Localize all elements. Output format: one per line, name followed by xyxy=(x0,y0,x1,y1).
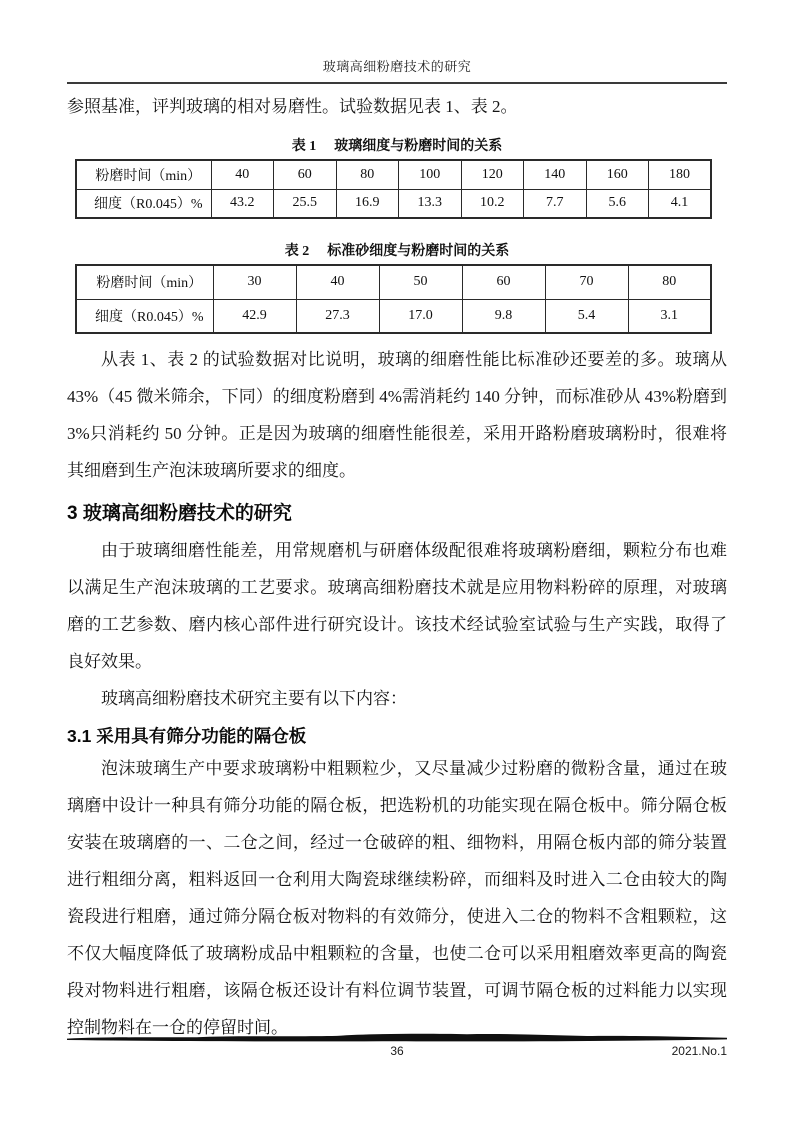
table2-time-cell: 60 xyxy=(462,265,545,299)
intro-paragraph: 参照基准，评判玻璃的相对易磨性。试验数据见表 1、表 2。 xyxy=(67,97,518,116)
table1-row1-header: 粉磨时间（min） xyxy=(76,160,211,189)
page-number: 36 xyxy=(390,1044,404,1058)
footer-decorative-rule xyxy=(67,1031,727,1043)
table2-fineness-cell: 5.4 xyxy=(545,299,628,333)
table1-fineness-cell: 43.2 xyxy=(211,189,274,218)
footer-text-row xyxy=(67,1043,727,1061)
table1-fineness-cell: 16.9 xyxy=(336,189,399,218)
table2-caption-label: 表 2 xyxy=(284,244,310,259)
table2-fineness-cell: 3.1 xyxy=(628,299,711,333)
table2-caption xyxy=(67,240,727,260)
table1-fineness-cell: 5.6 xyxy=(586,189,649,218)
table2-fineness-cell: 17.0 xyxy=(379,299,462,333)
table-row xyxy=(76,160,711,189)
table2-time-cell: 70 xyxy=(545,265,628,299)
table2-caption-title: 标准砂细度与粉磨时间的关系 xyxy=(327,244,510,259)
table-row xyxy=(76,265,711,299)
table1-fineness-cell: 4.1 xyxy=(649,189,712,218)
table2-row1-header: 粉磨时间（min） xyxy=(76,265,213,299)
section-3-lead: 玻璃高细粉磨技术研究主要有以下内容： xyxy=(101,689,407,708)
table2 xyxy=(75,264,712,334)
table2-time-cell: 30 xyxy=(213,265,296,299)
section-3-1-heading: 3.1 采用具有筛分功能的隔仓板 xyxy=(67,726,307,746)
table-row xyxy=(76,189,711,218)
section-3-heading: 3 玻璃高细粉磨技术的研究 xyxy=(67,503,292,524)
table1-caption-title: 玻璃细度与粉磨时间的关系 xyxy=(334,139,503,154)
table1-caption-label: 表 1 xyxy=(291,139,317,154)
table1 xyxy=(75,159,712,219)
issue-label: 2021.No.1 xyxy=(671,1044,727,1058)
table2-fineness-cell: 42.9 xyxy=(213,299,296,333)
table1-time-cell: 140 xyxy=(524,160,587,189)
section-3-paragraph: 由于玻璃细磨性能差，用常规磨机与研磨体级配很难将玻璃粉磨细，颗粒分布也难以满足生产泡沫玻璃的工艺要求。玻璃高细粉磨技术就是应用物料粉碎的原理，对玻璃磨的工艺参数、磨内核心部件进行研究设计。该技术经试验室试验与生产实践，取得了良好效果。 xyxy=(67,541,727,671)
table1-time-cell: 40 xyxy=(211,160,274,189)
page-content xyxy=(67,56,727,1046)
table1-fineness-cell: 13.3 xyxy=(399,189,462,218)
running-head: 玻璃高细粉磨技术的研究 xyxy=(67,56,727,84)
table2-fineness-cell: 9.8 xyxy=(462,299,545,333)
table1-fineness-cell: 10.2 xyxy=(461,189,524,218)
table2-time-cell: 80 xyxy=(628,265,711,299)
table-row xyxy=(76,299,711,333)
table1-time-cell: 120 xyxy=(461,160,524,189)
table1-time-cell: 60 xyxy=(274,160,337,189)
table2-fineness-cell: 27.3 xyxy=(296,299,379,333)
table1-caption xyxy=(67,135,727,155)
section-3-1-paragraph: 泡沫玻璃生产中要求玻璃粉中粗颗粒少，又尽量减少过粉磨的微粉含量，通过在玻璃磨中设计一种具有筛分功能的隔仓板，把选粉机的功能实现在隔仓板中。筛分隔仓板安装在玻璃磨的一、二仓之间，经过一仓破碎的粗、细物料，用隔仓板内部的筛分装置进行粗细分离，粗料返回一仓利用大陶瓷球继续粉碎，而细料及时进入二仓由较大的陶瓷段进行粗磨，通过筛分隔仓板对物料的有效筛分，使进入二仓的物料不含粗颗粒，这不仅大幅度降低了玻璃粉成品中粗颗粒的含量，也使二仓可以采用粗磨效率更高的陶瓷段对物料进行粗磨，该隔仓板还设计有料位调节装置，可调节隔仓板的过料能力以实现控制物料在一仓的停留时间。 xyxy=(67,759,727,1037)
table1-row2-header: 细度（R0.045）% xyxy=(76,189,211,218)
table2-time-cell: 50 xyxy=(379,265,462,299)
page-footer xyxy=(67,1031,727,1061)
table1-fineness-cell: 7.7 xyxy=(524,189,587,218)
table1-time-cell: 100 xyxy=(399,160,462,189)
table2-time-cell: 40 xyxy=(296,265,379,299)
table1-time-cell: 180 xyxy=(649,160,712,189)
table1-time-cell: 160 xyxy=(586,160,649,189)
table2-row2-header: 细度（R0.045）% xyxy=(76,299,213,333)
table1-fineness-cell: 25.5 xyxy=(274,189,337,218)
analysis-paragraph: 从表 1、表 2 的试验数据对比说明，玻璃的细磨性能比标准砂还要差的多。玻璃从 43%（45 微米筛余，下同）的细度粉磨到 4%需消耗约 140 分钟，而标准砂从 43%粉磨到 3%只消耗约 50 分钟。正是因为玻璃的细磨性能很差，采用开路粉磨玻璃粉时，很难将其细磨到生产泡沫玻璃所要求的细度。 xyxy=(67,350,727,480)
table1-time-cell: 80 xyxy=(336,160,399,189)
